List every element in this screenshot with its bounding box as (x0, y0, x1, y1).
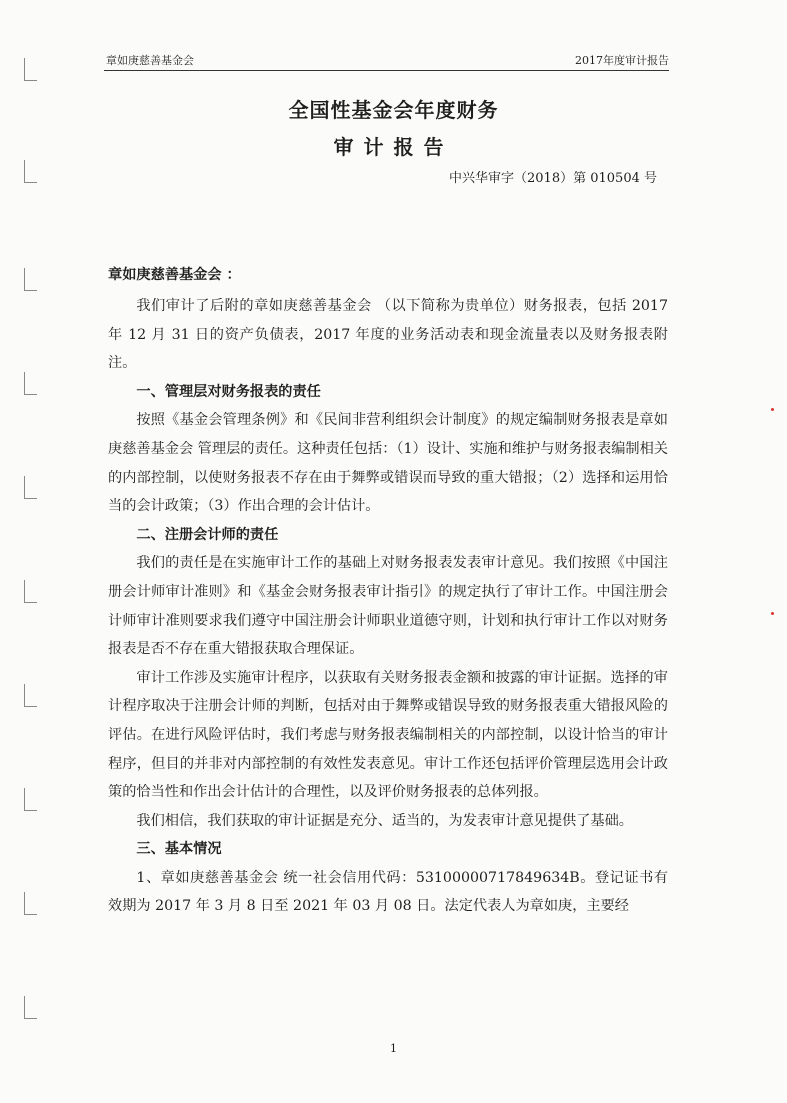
binding-mark (24, 58, 37, 81)
reference-number: 中兴华审字（2018）第 010504 号 (449, 171, 657, 186)
paragraph-auditor-1: 我们的责任是在实施审计工作的基础上对财务报表发表审计意见。我们按照《中国注册会计师审计准则》和《基金会财务报表审计指引》的规定执行了审计工作。中国注册会计师审计准则要求我们遵守中国注册会计师职业道德守则，计划和执行审计工作以对财务报表是否不存在重大错报获取合理保证。 (108, 555, 668, 658)
report-body (108, 292, 668, 921)
section-heading-basic-info: 三、基本情况 (136, 841, 222, 858)
binding-mark (24, 476, 37, 499)
scan-dot (771, 612, 774, 615)
paragraph-auditor-2: 审计工作涉及实施审计程序，以获取有关财务报表金额和披露的审计证据。选择的审计程序取决于注册会计师的判断，包括对由于舞弊或错误导致的财务报表重大错报风险的评估。在进行风险评估时，我们考虑与财务报表编制相关的内部控制，以设计恰当的审计程序，但目的并非对内部控制的有效性发表意见。审计工作还包括评价管理层选用会计政策的恰当性和作出会计估计的合理性，以及评价财务报表的总体列报。 (108, 669, 668, 801)
header-report-year: 2017年度审计报告 (575, 54, 669, 67)
binding-mark (24, 268, 37, 291)
binding-mark (24, 996, 37, 1019)
header-org: 章如庚慈善基金会 (106, 54, 194, 67)
report-subtitle: 审计报告 (333, 135, 454, 159)
paragraph-basic-info: 1、章如庚慈善基金会 统一社会信用代码：53100000717849634B。登记证书有效期为 2017 年 3 月 8 日至 2021 年 03 月 08 日。法定代表人为章如庚，主要经 (108, 869, 668, 915)
addressee: 章如庚慈善基金会 ： (108, 267, 241, 283)
section-heading-management: 一、管理层对财务报表的责任 (136, 383, 321, 400)
report-title: 全国性基金会年度财务 (288, 98, 499, 122)
binding-mark (24, 580, 37, 603)
paragraph-intro: 我们审计了后附的章如庚慈善基金会 （以下简称为贵单位）财务报表，包括 2017 年 12 月 31 日的资产负债表，2017 年度的业务活动表和现金流量表以及财务报表附注。 (108, 298, 668, 372)
page-number: 1 (390, 1042, 397, 1055)
binding-mark (24, 160, 37, 183)
paragraph-auditor-3: 我们相信，我们获取的审计证据是充分、适当的，为发表审计意见提供了基础。 (136, 812, 633, 829)
binding-mark (24, 372, 37, 395)
binding-mark (24, 684, 37, 707)
binding-mark (24, 892, 37, 915)
header-rule (104, 70, 669, 71)
section-heading-auditor: 二、注册会计师的责任 (136, 526, 279, 543)
paragraph-management: 按照《基金会管理条例》和《民间非营利组织会计制度》的规定编制财务报表是章如庚慈善基金会 管理层的责任。这种责任包括：（1）设计、实施和维护与财务报表编制相关的内部控制，以使财务报表不存在由于舞弊或错误而导致的重大错报；（2）选择和运用恰当的会计政策；（3）作出合理的会计估计。 (108, 412, 668, 515)
binding-mark (24, 788, 37, 811)
scan-dot (771, 408, 774, 411)
